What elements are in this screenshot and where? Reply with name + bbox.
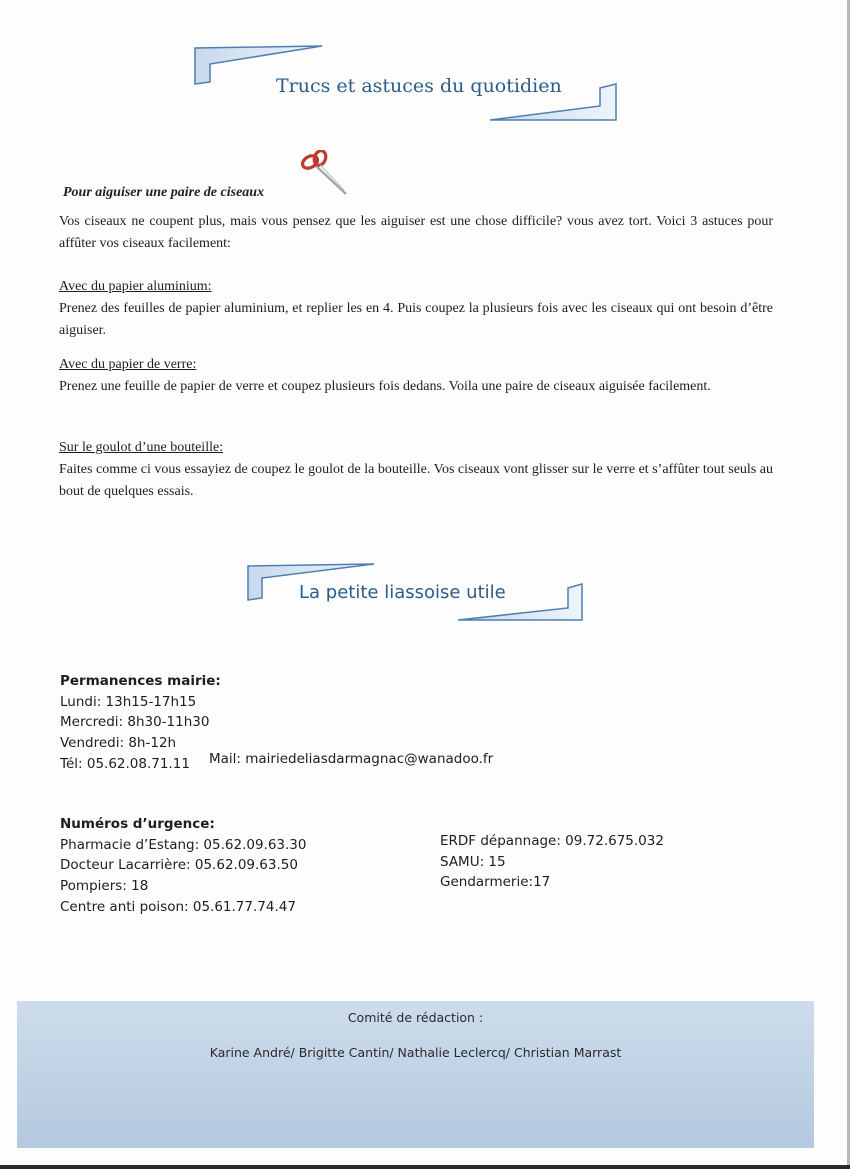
- urgence-line: Pharmacie d’Estang: 05.62.09.63.30: [60, 836, 307, 853]
- urgence-line: ERDF dépannage: 09.72.675.032: [440, 833, 664, 849]
- tip-aluminium: [59, 276, 773, 342]
- mairie-line: Mercredi: 8h30-11h30: [60, 714, 210, 731]
- tip-heading: Avec du papier de verre:: [59, 357, 197, 372]
- banner-title: Trucs et astuces du quotidien: [276, 75, 562, 97]
- page-edge-bottom: [0, 1165, 850, 1169]
- tip-text: Prenez une feuille de papier de verre et coupez plusieurs fois dedans. Voila une paire de ciseaux aiguisée facilement.: [59, 379, 711, 394]
- urgence-line: Docteur Lacarrière: 05.62.09.63.50: [60, 857, 298, 874]
- urgence-heading: Numéros d’urgence:: [60, 816, 215, 832]
- mairie-line: Lundi: 13h15-17h15: [60, 693, 197, 710]
- mairie-phone: Tél: 05.62.08.71.11: [60, 755, 190, 772]
- tip-goulot: [59, 437, 773, 503]
- section-banner-trucs: [194, 44, 619, 124]
- urgence-line: Gendarmerie:17: [440, 874, 551, 891]
- article-intro: Vos ciseaux ne coupent plus, mais vous pensez que les aiguiser est une chose difficile? vous avez tort. Voici 3 astuces pour affûter vos ciseaux facilement:: [59, 214, 773, 251]
- scissors-icon: [298, 150, 350, 198]
- mairie-heading: Permanences mairie:: [60, 673, 221, 689]
- urgence-block-left: [60, 814, 307, 918]
- banner-title: La petite liassoise utile: [299, 582, 506, 603]
- section-banner-liassoise: [246, 562, 586, 624]
- tip-heading: Sur le goulot d’une bouteille:: [59, 440, 224, 455]
- mairie-line: Vendredi: 8h-12h: [60, 735, 177, 752]
- tip-text: Faites comme ci vous essayiez de coupez le goulot de la bouteille. Vos ciseaux vont glisser sur le verre et s’affûter tout seuls au bout de quelques essais.: [59, 462, 773, 499]
- mairie-block: [60, 671, 221, 775]
- urgence-line: Pompiers: 18: [60, 878, 149, 895]
- tip-papier-verre: [59, 354, 773, 398]
- tip-text: Prenez des feuilles de papier aluminium, et replier les en 4. Puis coupez la plusieurs fois avec les ciseaux qui ont besoin d’être aiguiser.: [59, 301, 773, 338]
- tip-heading: Avec du papier aluminium:: [59, 279, 212, 294]
- urgence-block-right: [440, 831, 664, 893]
- article-title: Pour aiguiser une paire de ciseaux: [63, 185, 265, 200]
- urgence-line: SAMU: 15: [440, 853, 506, 870]
- urgence-line: Centre anti poison: 05.61.77.74.47: [60, 898, 296, 915]
- editorial-footer: [17, 1001, 814, 1148]
- footer-names: Karine André/ Brigitte Cantin/ Nathalie Leclercq/ Christian Marrast: [209, 1045, 622, 1060]
- mairie-mail: Mail: mairiedeliasdarmagnac@wanadoo.fr: [209, 751, 494, 767]
- footer-title: Comité de rédaction :: [347, 1010, 484, 1025]
